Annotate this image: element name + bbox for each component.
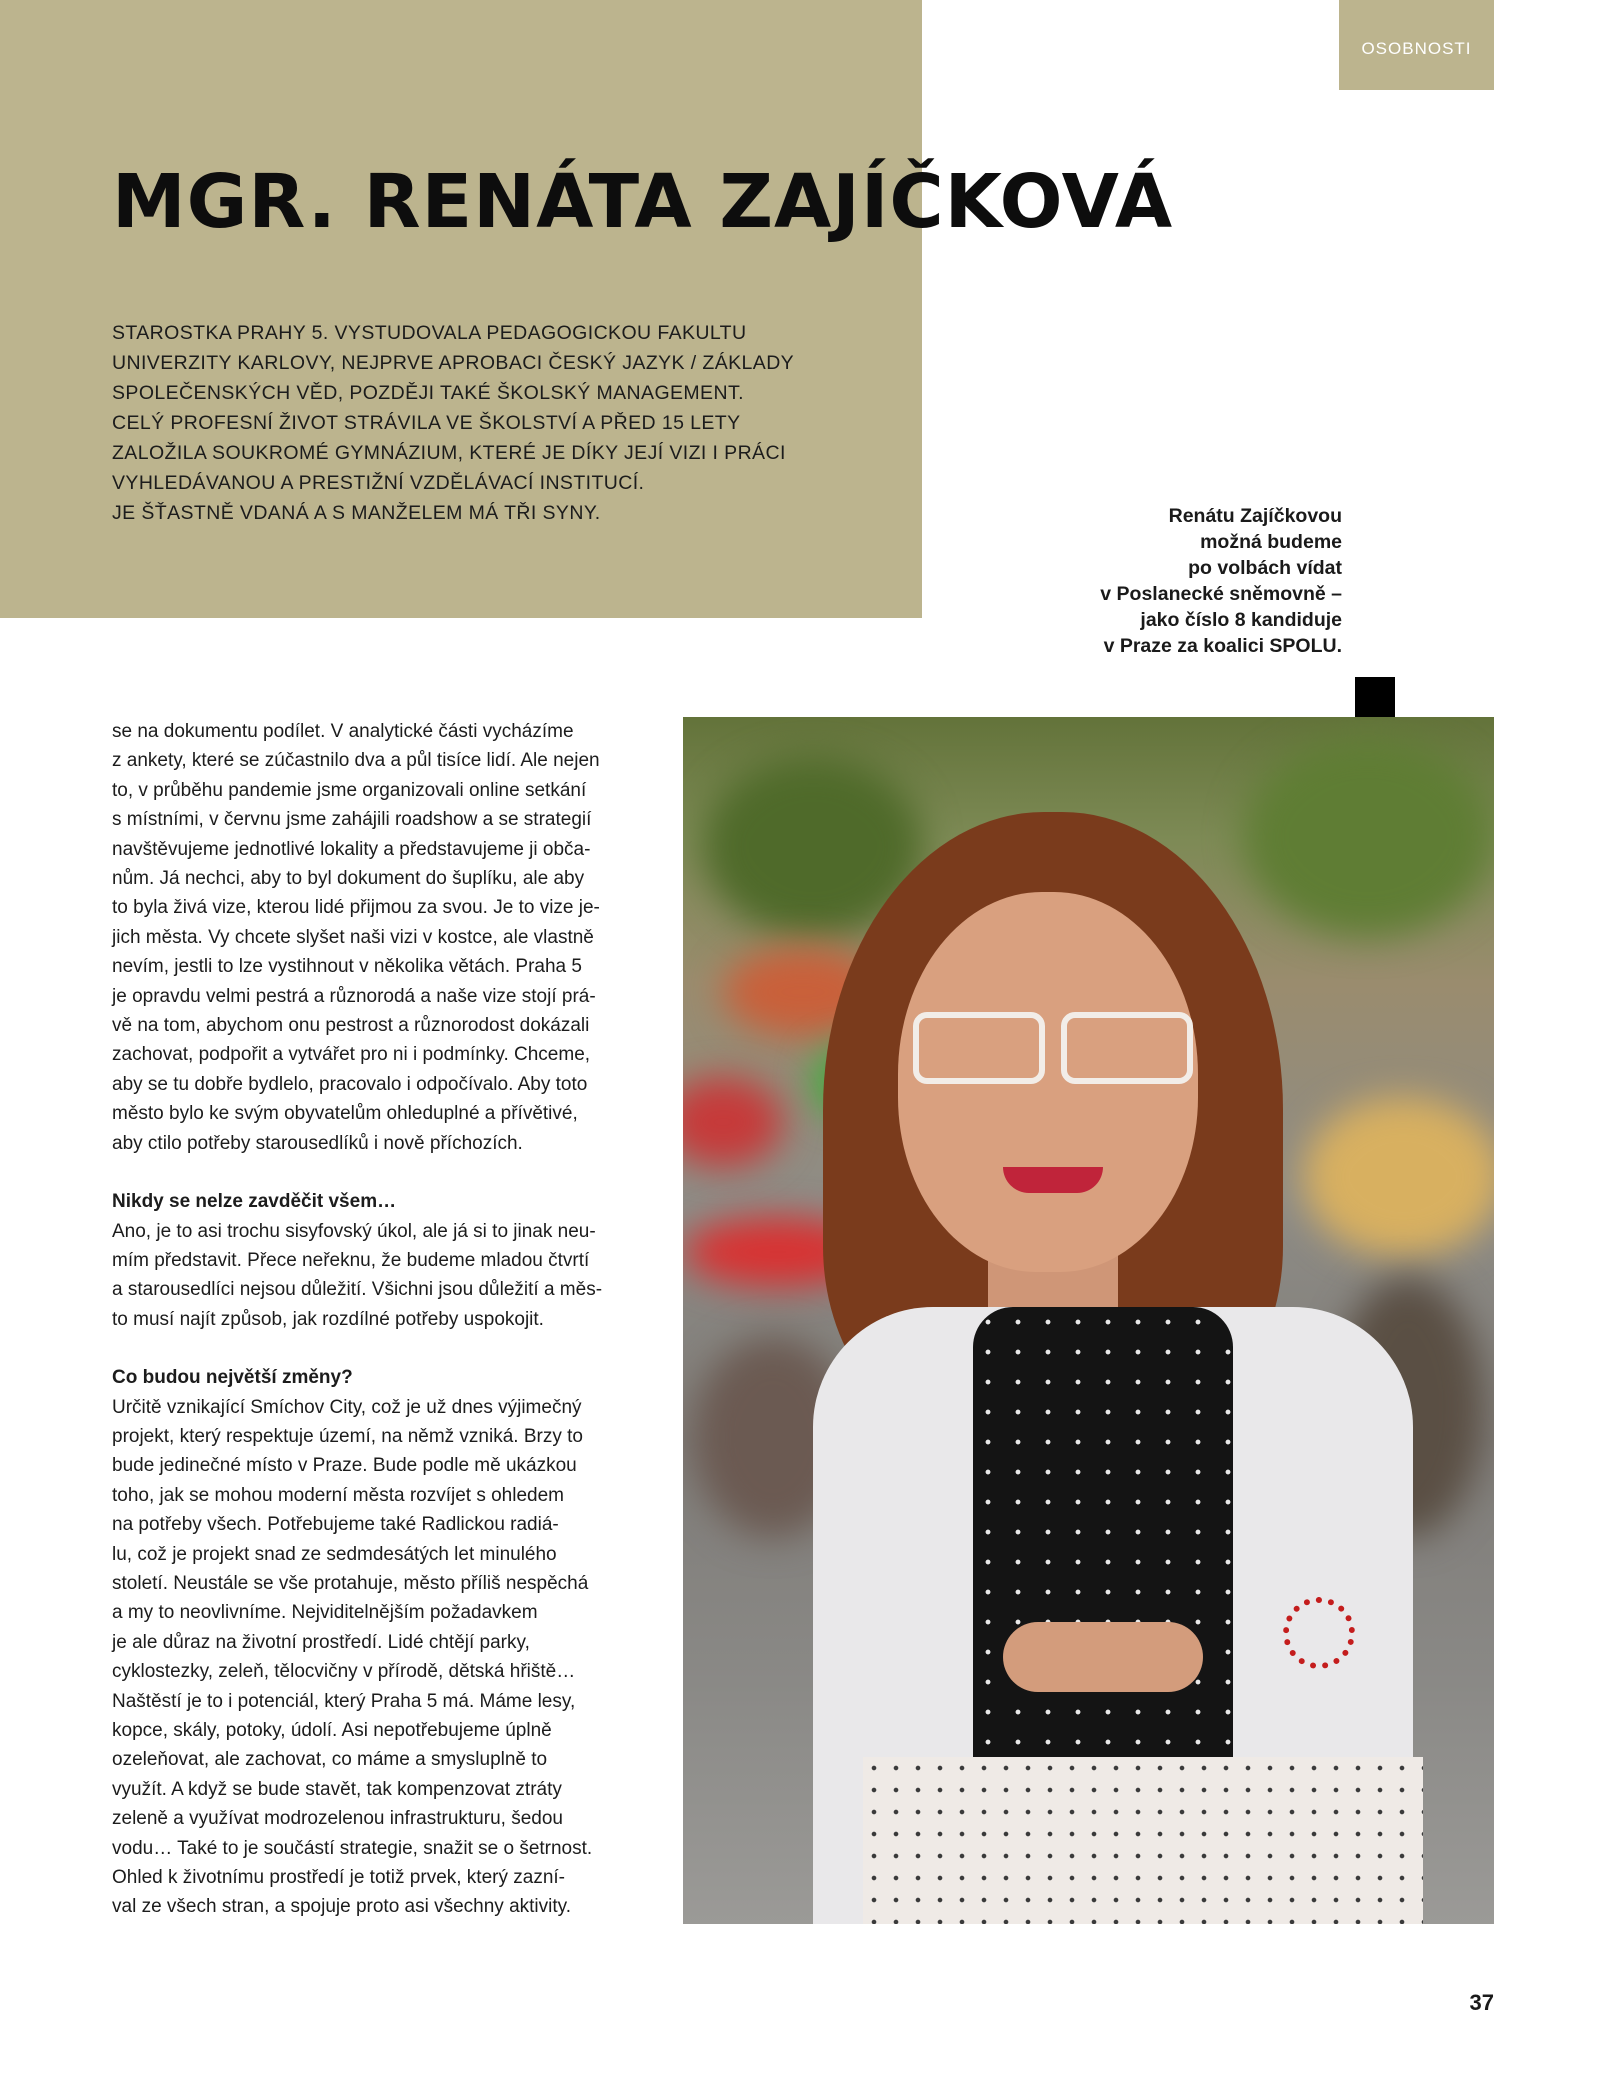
red-bracelet	[1283, 1597, 1355, 1669]
body-line: ozeleňovat, ale zachovat, co máme a smysluplně to	[112, 1749, 548, 1771]
intro-line: CELÝ PROFESNÍ ŽIVOT STRÁVILA VE ŠKOLSTVÍ A PŘED 15 LETY	[112, 412, 741, 434]
body-line: cyklostezky, zeleň, tělocvičny v přírodě, dětská hřiště…	[112, 1661, 576, 1683]
body-line: Ano, je to asi trochu sisyfovský úkol, ale já si to jinak neu-	[112, 1220, 596, 1242]
body-line: to byla živá vize, kterou lidé přijmou za svou. Je to vize je-	[112, 897, 600, 919]
body-line: navštěvujeme jednotlivé lokality a představujeme ji obča-	[112, 838, 591, 860]
body-line: Určitě vznikající Smíchov City, což je už dnes výjimečný	[112, 1396, 582, 1418]
body-line: využít. A když se bude stavět, tak kompenzovat ztráty	[112, 1778, 562, 1800]
paragraph-gap	[112, 1158, 642, 1187]
caption-line: jako číslo 8 kandiduje	[1140, 609, 1342, 631]
body-line: val ze všech stran, a spojuje proto asi všechny aktivity.	[112, 1896, 572, 1918]
intro-line: VYHLEDÁVANOU A PRESTIŽNÍ VZDĚLÁVACÍ INSTITUCÍ.	[112, 472, 645, 494]
body-line: Ohled k životnímu prostředí je totiž prvek, který zazní-	[112, 1867, 566, 1889]
article-body	[112, 717, 642, 1922]
body-line: nevím, jestli to lze vystihnout v několika větách. Praha 5	[112, 956, 582, 978]
body-line: mím představit. Přece neřeknu, že budeme mladou čtvrtí	[112, 1249, 590, 1271]
photo-bokeh	[1243, 737, 1493, 937]
body-line: je ale důraz na životní prostředí. Lidé chtějí parky,	[112, 1631, 530, 1653]
page-number: 37	[1469, 1990, 1494, 2015]
body-line: z ankety, které se zúčastnilo dva a půl tisíce lidí. Ale nejen	[112, 750, 600, 772]
body-line: zachovat, podpořit a vytvářet pro ni i podmínky. Chceme,	[112, 1044, 591, 1066]
caption-line: v Poslanecké sněmovně –	[1100, 583, 1342, 605]
glasses	[903, 1012, 1203, 1082]
caption-line: možná budeme	[1200, 531, 1342, 553]
body-line: vodu… Také to je součástí strategie, snažit se o šetrnost.	[112, 1837, 593, 1859]
body-line: aby se tu dobře bydlelo, pracovalo i odpočívalo. Aby toto	[112, 1073, 588, 1095]
intro-line: UNIVERZITY KARLOVY, NEJPRVE APROBACI ČESKÝ JAZYK / ZÁKLADY	[112, 352, 795, 374]
body-line: to musí najít způsob, jak rozdílné potřeby uspokojit.	[112, 1308, 544, 1330]
body-line: město bylo ke svým obyvatelům ohleduplné a přívětivé,	[112, 1103, 578, 1125]
polka-dot-blouse	[973, 1307, 1233, 1807]
photo-bokeh	[683, 1077, 783, 1167]
intro-line: STAROSTKA PRAHY 5. VYSTUDOVALA PEDAGOGICKOU FAKULTU	[112, 322, 747, 344]
smile	[1003, 1167, 1103, 1193]
body-line: toho, jak se mohou moderní města rozvíjet s ohledem	[112, 1484, 565, 1506]
body-line: lu, což je projekt snad ze sedmdesátých let minulého	[112, 1543, 557, 1565]
intro-text	[112, 318, 832, 528]
section-heading: Nikdy se nelze zavděčit všem…	[112, 1191, 397, 1213]
section-tag: OSOBNOSTI	[1339, 0, 1494, 90]
caption-line: Renátu Zajíčkovou	[1168, 505, 1342, 527]
body-line: vě na tom, abychom onu pestrost a různorodost dokázali	[112, 1015, 590, 1037]
caption-line: po volbách vídat	[1188, 557, 1342, 579]
photo-caption	[1012, 503, 1342, 659]
body-line: s místními, v červnu jsme zahájili roadshow a se strategií	[112, 809, 592, 831]
body-line: to, v průběhu pandemie jsme organizovali online setkání	[112, 779, 587, 801]
body-line: aby ctilo potřeby starousedlíků i nově příchozích.	[112, 1132, 523, 1154]
intro-line: JE ŠŤASTNĚ VDANÁ A S MANŽELEM MÁ TŘI SYNY.	[112, 502, 601, 524]
patterned-skirt	[863, 1757, 1423, 1924]
body-line: Naštěstí je to i potenciál, který Praha 5 má. Máme lesy,	[112, 1690, 576, 1712]
body-line: se na dokumentu podílet. V analytické části vycházíme	[112, 721, 574, 742]
body-line: bude jedinečné místo v Praze. Bude podle mě ukázkou	[112, 1455, 577, 1477]
body-line: nům. Já nechci, aby to byl dokument do šuplíku, ale aby	[112, 868, 585, 890]
body-line: projekt, který respektuje území, na němž vzniká. Brzy to	[112, 1425, 583, 1447]
body-line: na potřeby všech. Potřebujeme také Radlickou radiá-	[112, 1514, 559, 1536]
body-line: a starousedlíci nejsou důležití. Všichni jsou důležití a měs-	[112, 1279, 603, 1301]
caption-marker	[1355, 677, 1395, 717]
section-heading: Co budou největší změny?	[112, 1367, 353, 1389]
photo-bokeh	[1303, 1097, 1494, 1257]
body-line: století. Neustále se vše protahuje, město příliš nespěchá	[112, 1572, 589, 1594]
page-title: MGR. RENÁTA ZAJÍČKOVÁ	[112, 159, 1174, 245]
portrait-photo	[683, 717, 1494, 1924]
body-line: jich města. Vy chcete slyšet naši vizi v kostce, ale vlastně	[112, 926, 594, 948]
body-line: je opravdu velmi pestrá a různorodá a naše vize stojí prá-	[112, 985, 596, 1007]
body-line: a my to neovlivníme. Nejviditelnějším požadavkem	[112, 1602, 538, 1624]
body-line: kopce, skály, potoky, údolí. Asi nepotřebujeme úplně	[112, 1720, 552, 1741]
clasped-hands	[1003, 1622, 1203, 1692]
paragraph-gap	[112, 1334, 642, 1363]
intro-line: ZALOŽILA SOUKROMÉ GYMNÁZIUM, KTERÉ JE DÍKY JEJÍ VIZI I PRÁCI	[112, 442, 786, 464]
intro-line: SPOLEČENSKÝCH VĚD, POZDĚJI TAKÉ ŠKOLSKÝ MANAGEMENT.	[112, 382, 744, 404]
body-line: zeleně a využívat modrozelenou infrastrukturu, šedou	[112, 1808, 563, 1830]
caption-line: v Praze za koalici SPOLU.	[1103, 635, 1342, 657]
